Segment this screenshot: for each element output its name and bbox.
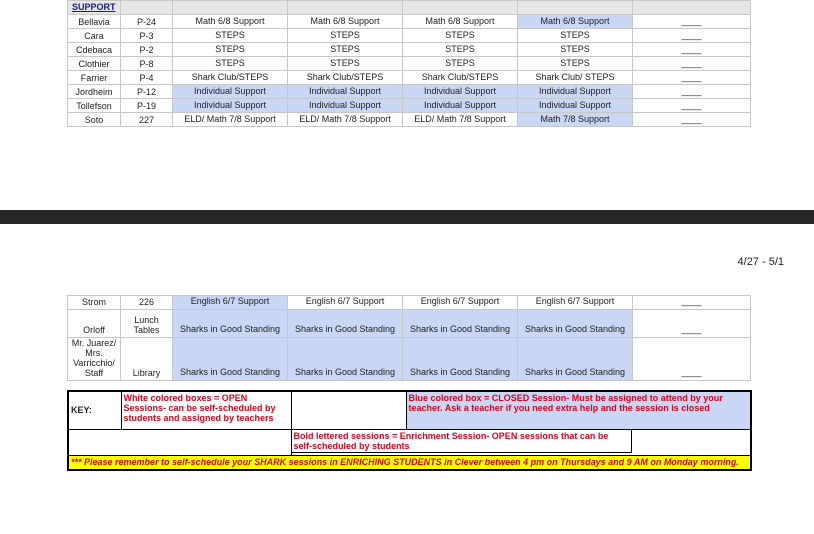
session-cell: STEPS bbox=[518, 43, 633, 57]
teacher-name-cell: Mr. Juarez/ Mrs. Varricchio/ Staff bbox=[68, 338, 121, 381]
session-cell: Math 6/8 Support bbox=[173, 15, 288, 29]
session-cell: English 6/7 Support bbox=[403, 296, 518, 310]
support-header: SUPPORT bbox=[68, 1, 121, 15]
session-cell: Individual Support bbox=[518, 85, 633, 99]
session-cell: English 6/7 Support bbox=[173, 296, 288, 310]
table-row bbox=[68, 43, 751, 57]
signup-blank-cell: ____ bbox=[633, 296, 751, 310]
table-row bbox=[68, 29, 751, 43]
session-cell: Sharks in Good Standing bbox=[173, 338, 288, 381]
key-section bbox=[67, 390, 750, 471]
signup-blank-cell: ____ bbox=[633, 29, 751, 43]
session-cell: Individual Support bbox=[173, 85, 288, 99]
session-cell: Shark Club/ STEPS bbox=[518, 71, 633, 85]
session-cell: Individual Support bbox=[403, 85, 518, 99]
signup-blank-cell: ____ bbox=[633, 310, 751, 338]
session-cell: Math 6/8 Support bbox=[403, 15, 518, 29]
session-cell: STEPS bbox=[288, 57, 403, 71]
table-row bbox=[68, 57, 751, 71]
teacher-name-cell: Bellavia bbox=[68, 15, 121, 29]
session-cell: ELD/ Math 7/8 Support bbox=[173, 113, 288, 127]
session-cell: Math 7/8 Support bbox=[518, 113, 633, 127]
room-cell: Library bbox=[121, 338, 173, 381]
signup-blank-cell: ____ bbox=[633, 57, 751, 71]
teacher-name-cell: Clothier bbox=[68, 57, 121, 71]
session-cell: Math 6/8 Support bbox=[288, 15, 403, 29]
teacher-name-cell: Cdebaca bbox=[68, 43, 121, 57]
table-row bbox=[68, 99, 751, 113]
session-cell: STEPS bbox=[403, 29, 518, 43]
table-row bbox=[68, 338, 751, 381]
bottom-table-body bbox=[68, 296, 751, 381]
session-cell: English 6/7 Support bbox=[288, 296, 403, 310]
session-cell: ELD/ Math 7/8 Support bbox=[288, 113, 403, 127]
table-row bbox=[68, 113, 751, 127]
session-cell: STEPS bbox=[173, 57, 288, 71]
session-cell: STEPS bbox=[173, 43, 288, 57]
room-cell: P-2 bbox=[121, 43, 173, 57]
signup-blank-cell: ____ bbox=[633, 43, 751, 57]
signup-blank-cell: ____ bbox=[633, 71, 751, 85]
table-row bbox=[68, 296, 751, 310]
signup-blank-cell: ____ bbox=[633, 85, 751, 99]
session-cell: Sharks in Good Standing bbox=[518, 338, 633, 381]
room-cell: Lunch Tables bbox=[121, 310, 173, 338]
page-divider bbox=[0, 210, 814, 224]
session-cell: Shark Club/STEPS bbox=[403, 71, 518, 85]
teacher-name-cell: Soto bbox=[68, 113, 121, 127]
session-cell: English 6/7 Support bbox=[518, 296, 633, 310]
session-cell: Individual Support bbox=[173, 99, 288, 113]
session-cell: Math 6/8 Support bbox=[518, 15, 633, 29]
session-cell: Sharks in Good Standing bbox=[403, 338, 518, 381]
teacher-name-cell: Cara bbox=[68, 29, 121, 43]
session-cell: Sharks in Good Standing bbox=[518, 310, 633, 338]
signup-blank-cell: ____ bbox=[633, 338, 751, 381]
key-closed-desc: Blue colored box = CLOSED Session- Must be assigned to attend by your teacher. Ask a teacher if you need extra help and the session is closed bbox=[406, 391, 751, 429]
key-label: KEY: bbox=[68, 391, 121, 429]
signup-blank-cell: ____ bbox=[633, 99, 751, 113]
room-cell: P-3 bbox=[121, 29, 173, 43]
session-cell: STEPS bbox=[403, 57, 518, 71]
room-cell: P-4 bbox=[121, 71, 173, 85]
teacher-name-cell: Jordheim bbox=[68, 85, 121, 99]
table-row bbox=[68, 71, 751, 85]
session-cell: STEPS bbox=[518, 29, 633, 43]
key-enrichment-desc: Bold lettered sessions = Enrichment Session- OPEN sessions that can be self-scheduled by students bbox=[292, 430, 632, 453]
table-row bbox=[68, 310, 751, 338]
session-cell: Individual Support bbox=[518, 99, 633, 113]
room-cell: P-8 bbox=[121, 57, 173, 71]
table-row bbox=[68, 85, 751, 99]
date-range: 4/27 - 5/1 bbox=[737, 256, 784, 268]
teacher-name-cell: Tollefson bbox=[68, 99, 121, 113]
session-cell: STEPS bbox=[288, 43, 403, 57]
session-cell: Individual Support bbox=[403, 99, 518, 113]
room-cell: P-19 bbox=[121, 99, 173, 113]
session-cell: STEPS bbox=[403, 43, 518, 57]
teacher-name-cell: Strom bbox=[68, 296, 121, 310]
session-cell: STEPS bbox=[288, 29, 403, 43]
table-row bbox=[68, 15, 751, 29]
session-cell: Individual Support bbox=[288, 99, 403, 113]
teacher-name-cell: Farrier bbox=[68, 71, 121, 85]
reminder-note: *** Please remember to self-schedule your SHARK sessions in ENRICHING STUDENTS in Clever between 4 pm on Thursdays and 9 AM on Monday morning. bbox=[68, 455, 751, 470]
session-cell: STEPS bbox=[518, 57, 633, 71]
session-cell: Sharks in Good Standing bbox=[173, 310, 288, 338]
session-cell: Individual Support bbox=[288, 85, 403, 99]
room-cell: 226 bbox=[121, 296, 173, 310]
room-cell: 227 bbox=[121, 113, 173, 127]
session-cell: Sharks in Good Standing bbox=[288, 338, 403, 381]
room-cell: P-24 bbox=[121, 15, 173, 29]
top-schedule-table bbox=[67, 0, 751, 127]
bottom-schedule-table bbox=[67, 295, 751, 381]
signup-blank-cell: ____ bbox=[633, 113, 751, 127]
session-cell: Shark Club/STEPS bbox=[288, 71, 403, 85]
session-cell: Sharks in Good Standing bbox=[288, 310, 403, 338]
session-cell: ELD/ Math 7/8 Support bbox=[403, 113, 518, 127]
top-table-body bbox=[68, 15, 751, 127]
session-cell: Shark Club/STEPS bbox=[173, 71, 288, 85]
key-open-desc: White colored boxes = OPEN Sessions- can be self-scheduled by students and assigned by teachers bbox=[121, 391, 291, 429]
session-cell: STEPS bbox=[173, 29, 288, 43]
session-cell: Sharks in Good Standing bbox=[403, 310, 518, 338]
teacher-name-cell: Orloff bbox=[68, 310, 121, 338]
signup-blank-cell: ____ bbox=[633, 15, 751, 29]
room-cell: P-12 bbox=[121, 85, 173, 99]
